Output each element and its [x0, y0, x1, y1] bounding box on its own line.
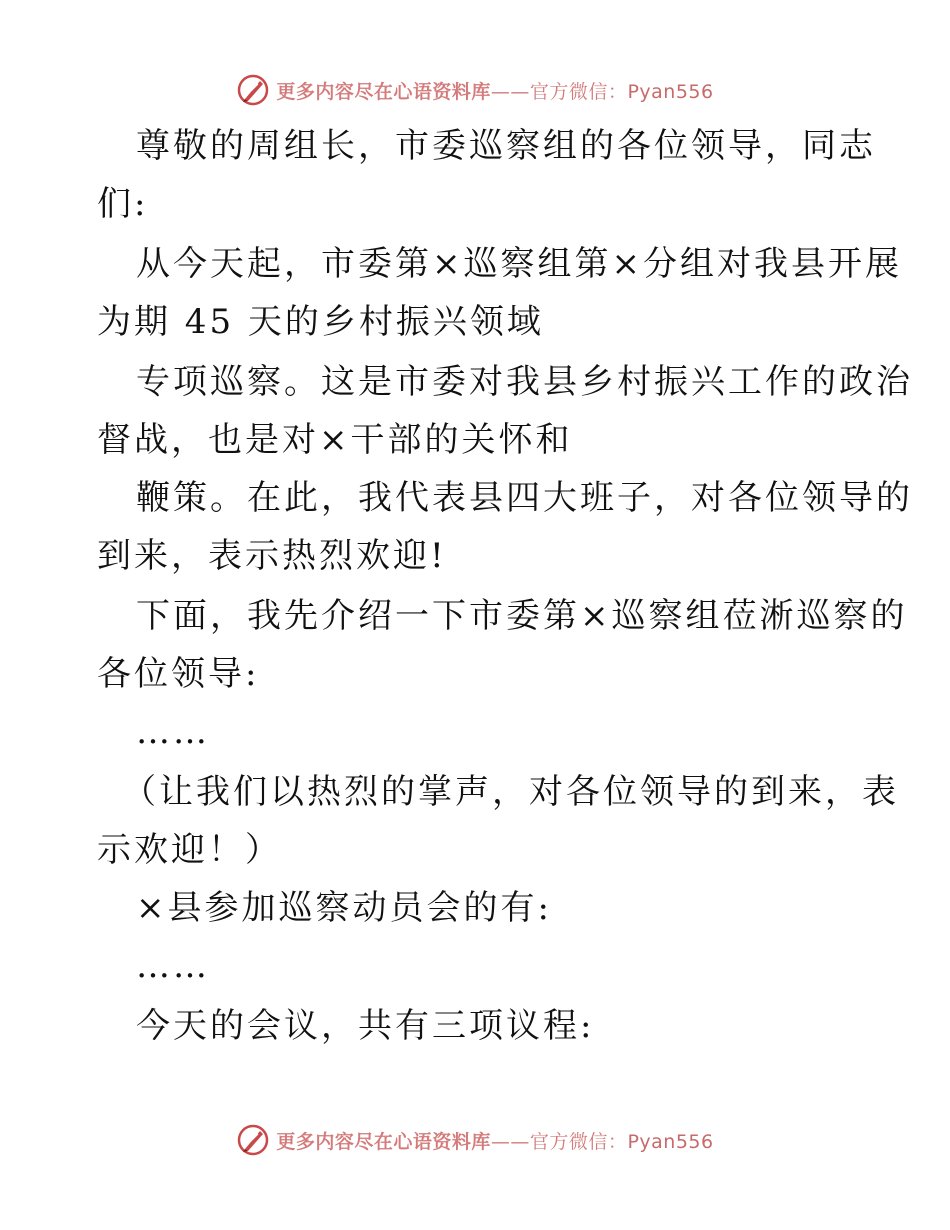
- banner-wechat-id: Pyan556: [627, 80, 714, 103]
- banner-separator: ——: [490, 80, 530, 103]
- text-line: 示欢迎！）: [97, 830, 282, 870]
- text-line: 督战，也是对×干部的关怀和: [97, 420, 573, 460]
- text-line: 从今天起，市委第×巡察组第×分组对我县开展: [136, 244, 902, 284]
- banner-separator: ——: [490, 1130, 530, 1153]
- text-line: ×县参加巡察动员会的有:: [136, 888, 552, 928]
- header-banner: [0, 70, 950, 110]
- text-line: 尊敬的周组长，市委巡察组的各位领导，同志: [136, 126, 876, 166]
- quill-pen-icon: [236, 73, 270, 107]
- quill-pen-icon: [236, 1123, 270, 1157]
- banner-main-text: 更多内容尽在心语资料库: [276, 1130, 491, 1153]
- text-line: 专项巡察。这是市委对我县乡村振兴工作的政治: [136, 362, 913, 402]
- banner-wechat-label: 官方微信：: [529, 1130, 628, 1153]
- banner-wechat-id: Pyan556: [627, 1130, 714, 1153]
- banner-main-text: 更多内容尽在心语资料库: [276, 80, 491, 103]
- ellipsis-line: ……: [136, 712, 210, 752]
- text-line: 各位领导:: [97, 654, 260, 694]
- text-line: 下面，我先介绍一下市委第×巡察组莅淅巡察的: [136, 596, 908, 636]
- banner-wechat-label: 官方微信：: [529, 80, 628, 103]
- text-line: 为期 45 天的乡村振兴领域: [97, 302, 544, 342]
- text-line: （让我们以热烈的掌声，对各位领导的到来，表: [122, 772, 899, 812]
- text-line: 鞭策。在此，我代表县四大班子，对各位领导的: [136, 478, 913, 518]
- text-line: 今天的会议，共有三项议程:: [136, 1006, 595, 1046]
- footer-banner: [0, 1120, 950, 1160]
- text-line: 到来，表示热烈欢迎!: [97, 536, 447, 576]
- ellipsis-line: ……: [136, 946, 210, 986]
- text-line: 们:: [97, 184, 149, 224]
